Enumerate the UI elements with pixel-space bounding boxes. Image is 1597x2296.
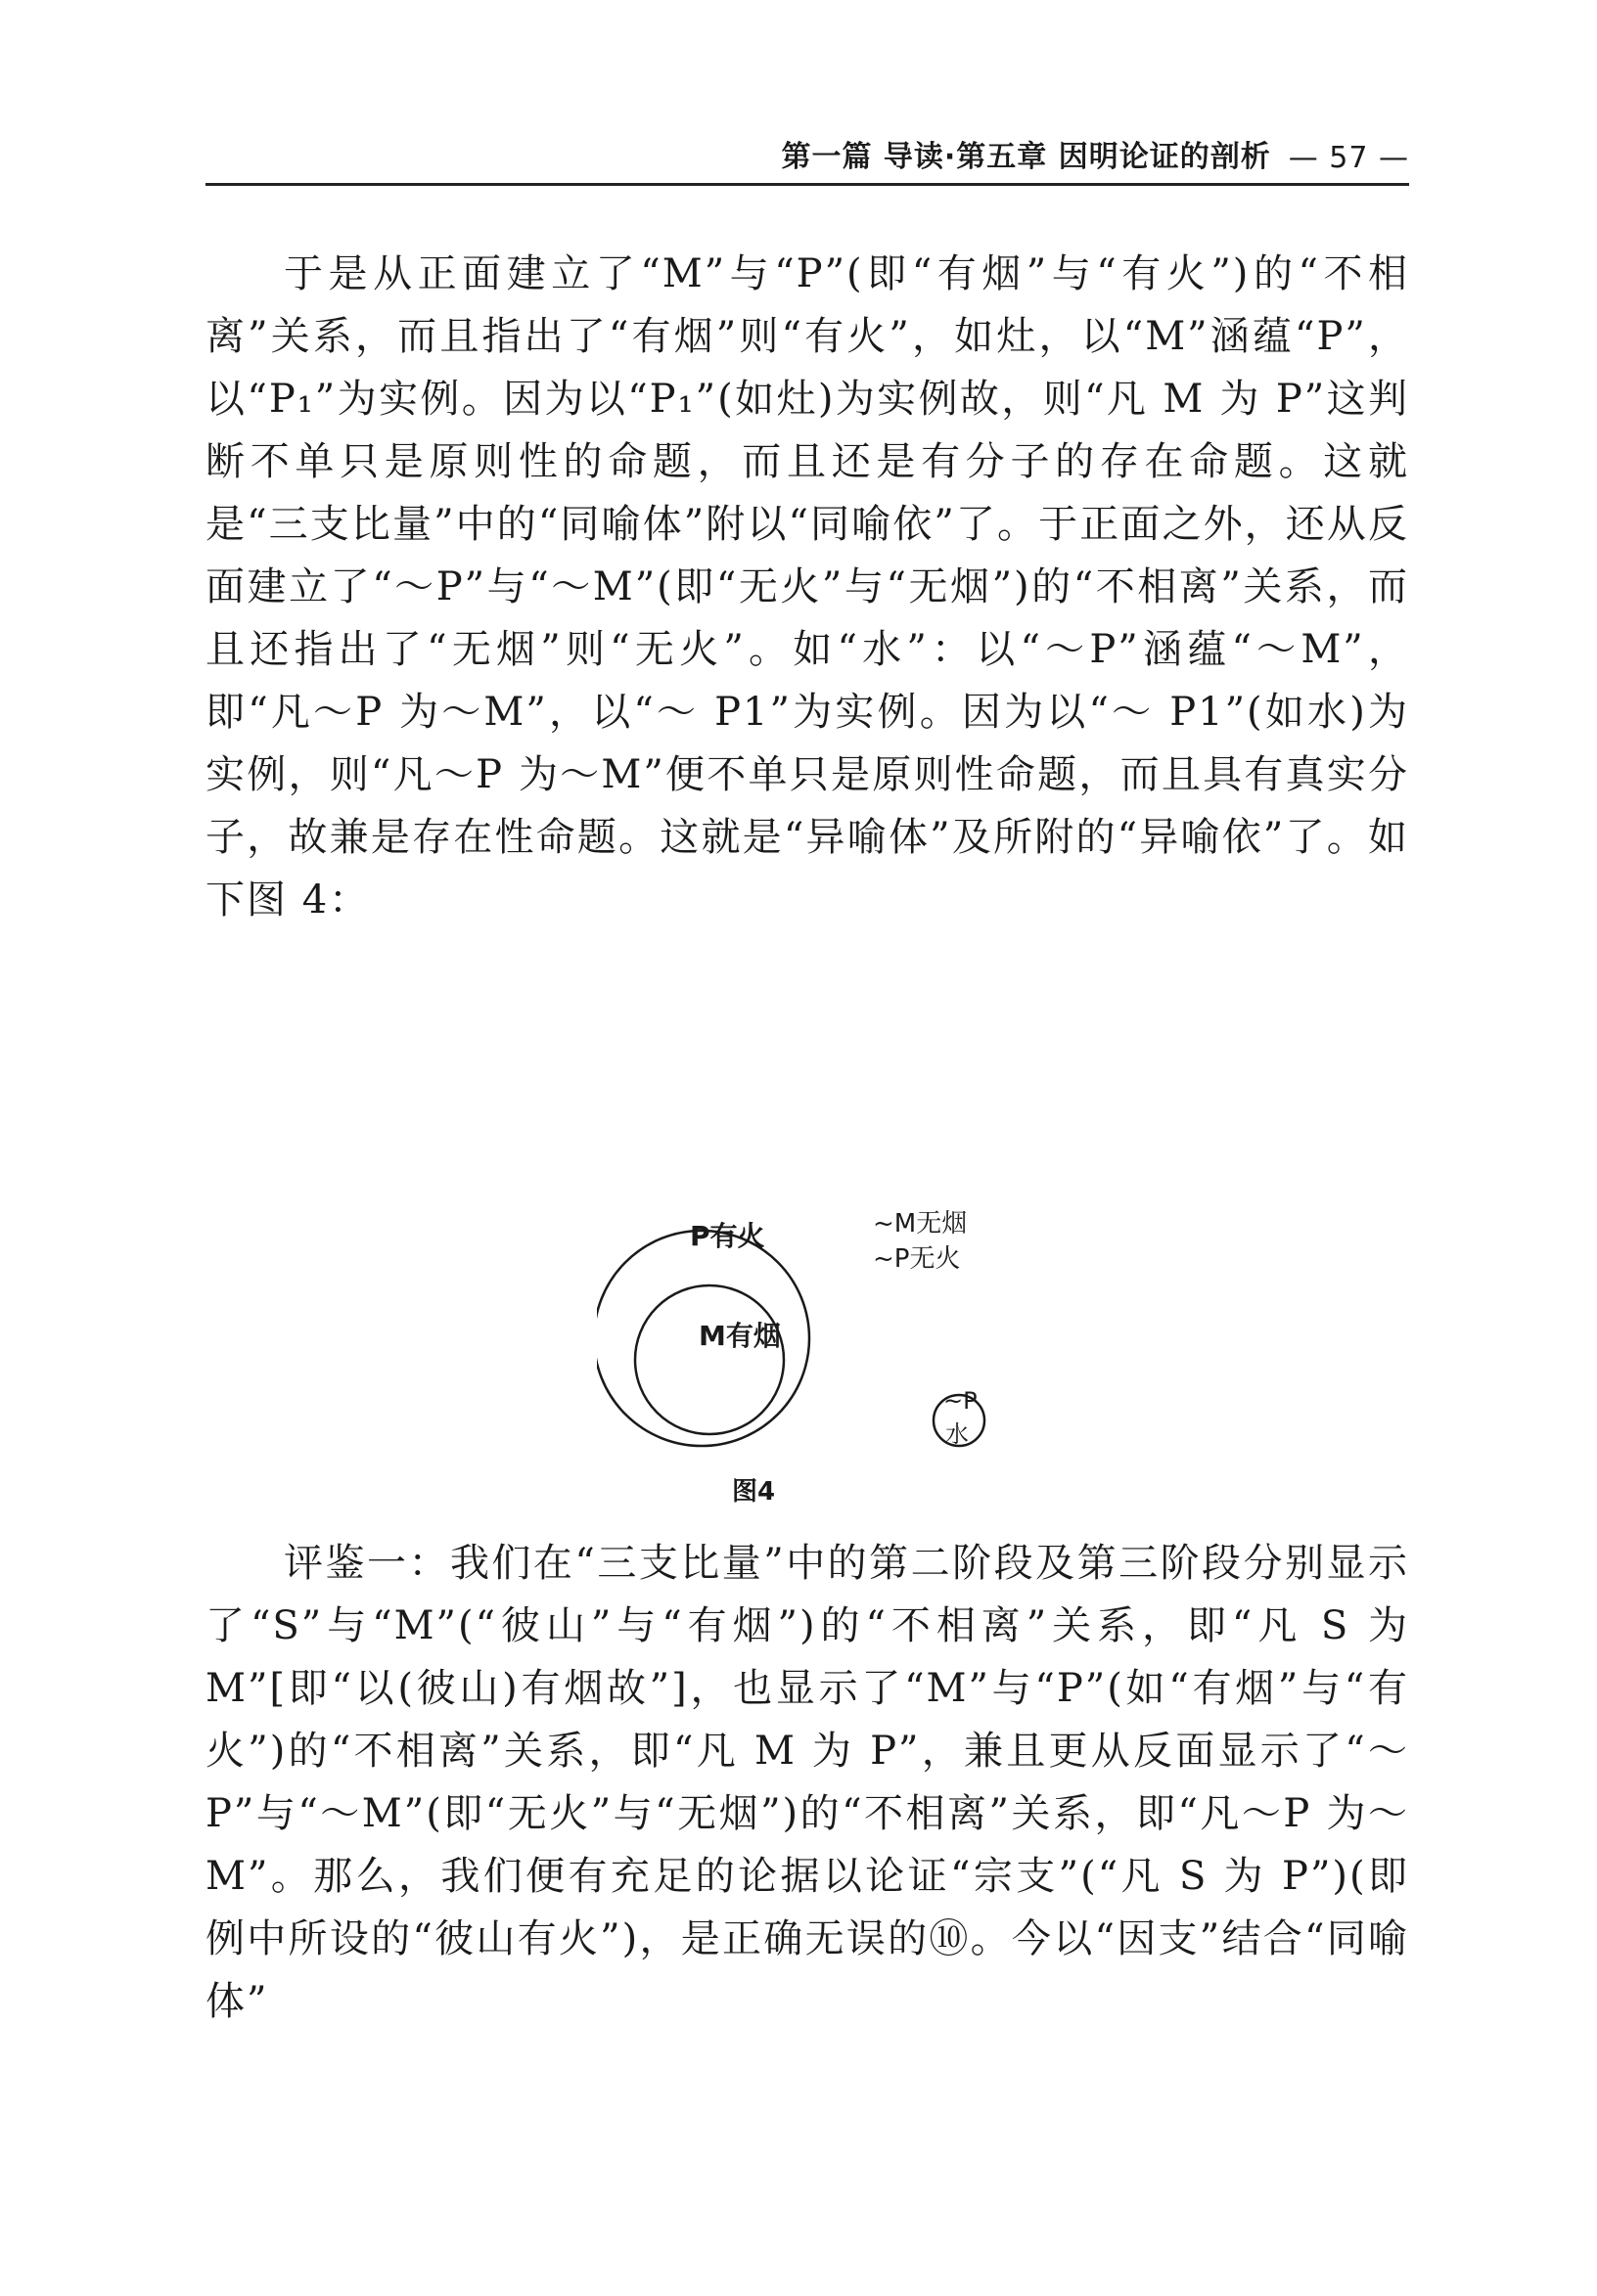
small-circle-label-water: 水 <box>945 1420 969 1448</box>
inner-circle-m <box>635 1285 784 1434</box>
small-circle-label-not-p: ~P <box>943 1387 978 1415</box>
venn-diagram-figure-4 <box>597 1193 1037 1516</box>
body-paragraph-1: 于是从正面建立了“M”与“P”(即“有烟”与“有火”)的“不相离”关系，而且指出了“有烟”则“有火”，如灶，以“M”涵蕴“P”，以“P₁”为实例。因为以“P₁”(如灶)为实例故，则“凡 M 为 P”这判断不单只是原则性的命题，而且还是有分子的存在命题。这就是“三支比量”中的“同喻体”附以“同喻依”了。于正面之外，还从反面建立了“～P”与“～M”(即“无火”与“无烟”)的“不相离”关系，而且还指出了“无烟”则“无火”。如“水”：以“～P”涵蕴“～M”，即“凡～P 为～M”，以“～ P1”为实例。因为以“～ P1”(如水)为实例，则“凡～P 为～M”便不单只是原则性命题，而且具有真实分子，故兼是存在性命题。这就是“异喻体”及所附的“异喻依”了。如下图 4： <box>205 251 1409 923</box>
body-paragraph-2: 评鉴一：我们在“三支比量”中的第二阶段及第三阶段分别显示了“S”与“M”(“彼山”与“有烟”)的“不相离”关系，即“凡 S 为 M”[即“以(彼山)有烟故”]，也显示了“M”与“P”(如“有烟”与“有火”)的“不相离”关系，即“凡 M 为 P”，兼且更从反面显示了“～P”与“～M”(即“无火”与“无烟”)的“不相离”关系，即“凡～P 为～M”。那么，我们便有充足的论据以论证“宗支”(“凡 S 为 P”)(即例中所设的“彼山有火”)，是正确无误的⑩。今以“因支”结合“同喻体” <box>205 1541 1409 2024</box>
inner-circle-label: M有烟 <box>699 1320 781 1352</box>
page-number: — 57 — <box>1288 141 1409 175</box>
complement-label-not-m: ~M无烟 <box>873 1209 968 1238</box>
outer-circle-label: P有火 <box>690 1220 765 1252</box>
complement-label-not-p: ~P无火 <box>873 1244 961 1274</box>
figure-caption: 图4 <box>731 1477 776 1507</box>
running-header <box>205 137 1409 186</box>
venn-diagram-svg <box>597 1193 1037 1516</box>
running-title: 第一篇 导读·第五章 因明论证的剖析 <box>781 140 1271 174</box>
